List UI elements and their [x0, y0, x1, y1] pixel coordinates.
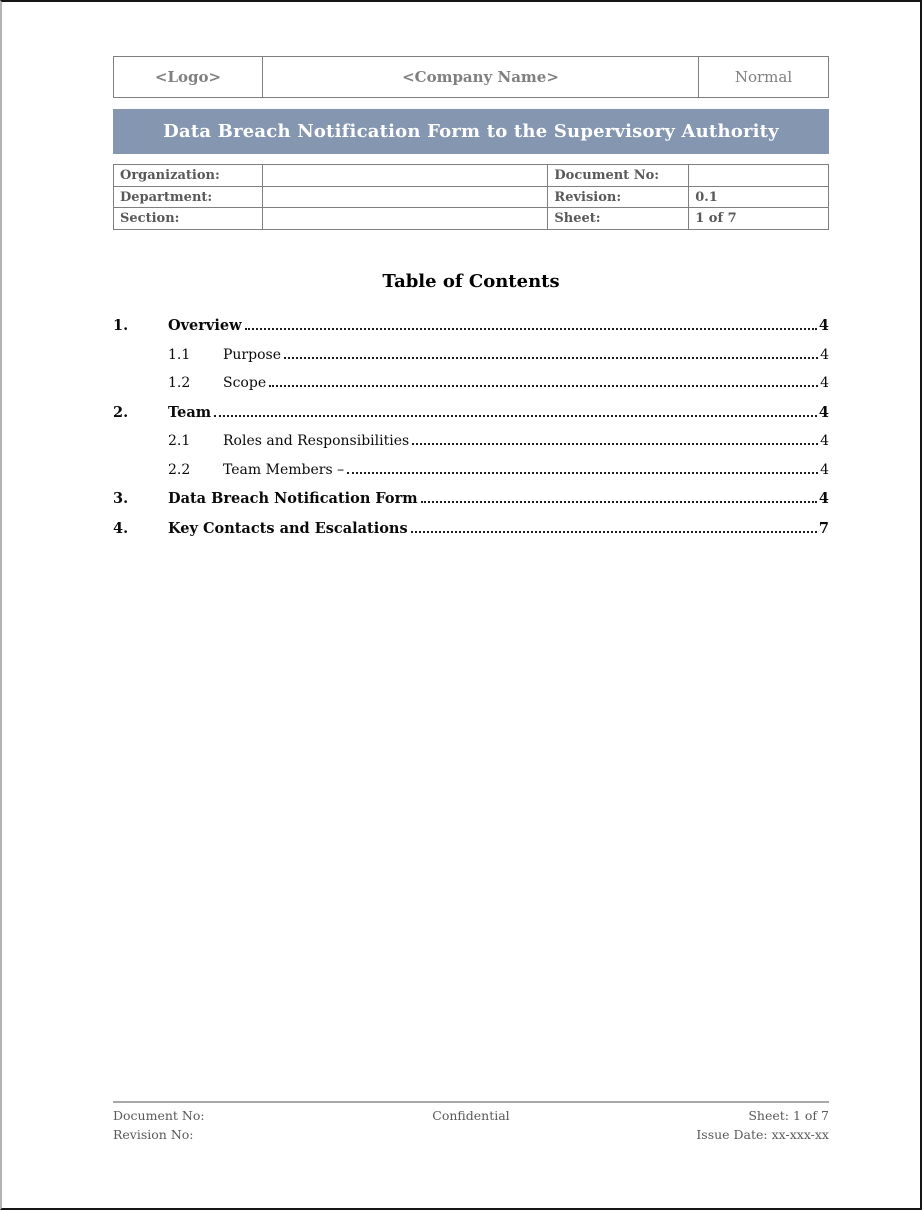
- toc-entry-number: 1.2: [168, 375, 191, 391]
- footer-right: [593, 1107, 829, 1144]
- toc-entry-purpose[interactable]: [113, 347, 829, 363]
- toc-entry-page: 4: [818, 403, 829, 421]
- document-meta-table: [113, 164, 829, 230]
- toc-entry-overview[interactable]: [113, 317, 829, 334]
- dot-leader: [214, 415, 817, 417]
- footer-document-no: Document No:: [113, 1108, 205, 1123]
- dot-leader: [245, 328, 817, 330]
- toc-entry-page: 4: [820, 461, 829, 478]
- dot-leader: [412, 443, 818, 445]
- toc-entry-title: Team: [168, 403, 212, 421]
- toc-entry-number: 1.: [113, 317, 129, 334]
- department-value-field[interactable]: [263, 187, 549, 209]
- footer-issue-date: Issue Date: xx-xxx-xx: [696, 1126, 829, 1142]
- section-label: Section:: [114, 208, 263, 230]
- footer-sheet: Sheet: 1 of 7: [748, 1108, 829, 1123]
- company-name-text: <Company Name>: [402, 68, 559, 86]
- toc-entry-number: 2.: [113, 403, 129, 421]
- revision-label: Revision:: [548, 187, 689, 209]
- toc-entry-key-contacts-and-escalations[interactable]: [113, 520, 829, 537]
- meta-row-section: [114, 208, 829, 230]
- style-label-text: Normal: [734, 68, 793, 86]
- logo-placeholder-text: <Logo>: [154, 68, 222, 86]
- toc-entry-page: 7: [818, 519, 829, 537]
- toc-entry-title: Team Members –: [223, 461, 345, 478]
- toc-entry-page: 4: [820, 346, 829, 363]
- document-title-banner: [113, 109, 829, 154]
- toc-entry-team-members[interactable]: [113, 462, 829, 478]
- footer-confidential: Confidential: [432, 1108, 510, 1123]
- toc-entry-title: Purpose: [223, 346, 281, 363]
- toc-entry-number: 1.1: [168, 346, 191, 363]
- meta-row-department: [114, 187, 829, 209]
- toc-entry-roles-and-responsibilities[interactable]: [113, 433, 829, 449]
- style-label-cell: [699, 56, 829, 98]
- footer-revision-no: Revision No:: [113, 1126, 194, 1142]
- toc-entry-page: 4: [818, 490, 829, 507]
- toc-entry-number: 2.2: [168, 461, 191, 478]
- toc-entry-page: 4: [820, 375, 829, 391]
- toc-list: [113, 317, 829, 549]
- document-title-text: Data Breach Notification Form to the Supervisory Authority: [163, 121, 779, 142]
- toc-entry-page: 4: [820, 433, 829, 449]
- document-no-label: Document No:: [548, 165, 689, 187]
- toc-entry-page: 4: [818, 317, 829, 334]
- organization-label: Organization:: [114, 165, 263, 187]
- toc-entry-data-breach-notification-form[interactable]: [113, 490, 829, 507]
- sheet-label: Sheet:: [548, 208, 689, 230]
- toc-entry-number: 3.: [113, 490, 129, 507]
- logo-placeholder-cell: [113, 56, 263, 98]
- department-label: Department:: [114, 187, 263, 209]
- toc-entry-title: Overview: [168, 317, 242, 334]
- footer-left: [113, 1107, 349, 1144]
- toc-entry-title: Scope: [223, 375, 267, 391]
- organization-value-field[interactable]: [263, 165, 549, 187]
- toc-heading: Table of Contents: [382, 271, 560, 292]
- dot-leader: [421, 501, 817, 503]
- meta-row-organization: [114, 165, 829, 187]
- document-header-table: [113, 56, 829, 98]
- toc-entry-number: 4.: [113, 519, 129, 537]
- dot-leader: [269, 385, 818, 387]
- toc-entry-number: 2.1: [168, 433, 191, 449]
- document-footer: [113, 1101, 829, 1144]
- document-no-value-field[interactable]: [689, 165, 829, 187]
- toc-entry-team[interactable]: [113, 404, 829, 421]
- section-value-field[interactable]: [263, 208, 549, 230]
- toc-entry-scope[interactable]: [113, 375, 829, 391]
- dot-leader: [411, 531, 817, 533]
- toc-entry-title: Key Contacts and Escalations: [168, 519, 408, 537]
- dot-leader: [347, 472, 818, 474]
- dot-leader: [284, 357, 818, 359]
- toc-entry-title: Roles and Responsibilities: [223, 433, 410, 449]
- revision-value[interactable]: 0.1: [689, 187, 829, 209]
- footer-center: [349, 1107, 592, 1144]
- company-name-cell: [263, 56, 699, 98]
- sheet-value[interactable]: 1 of 7: [689, 208, 829, 230]
- toc-entry-title: Data Breach Notification Form: [168, 490, 418, 507]
